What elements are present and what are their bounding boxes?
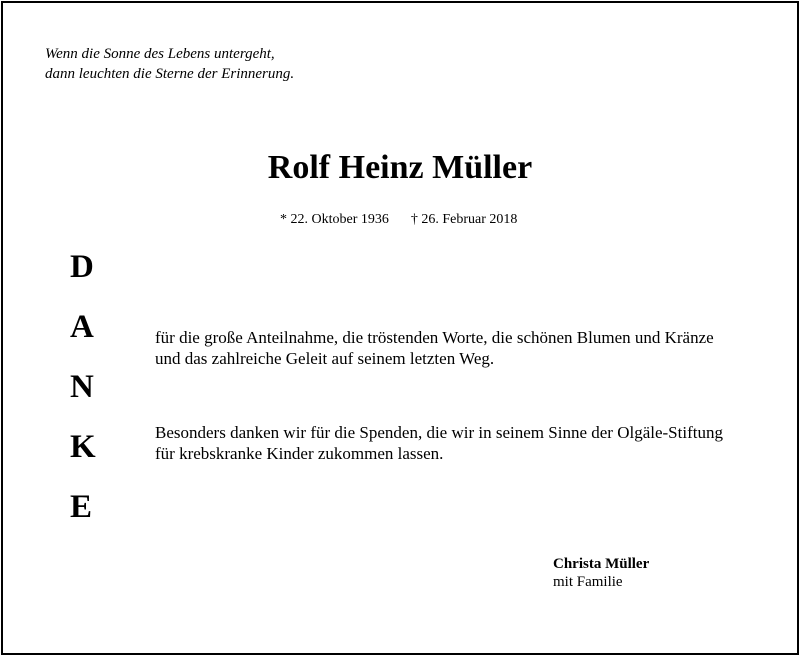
- life-dates: [280, 211, 517, 229]
- deceased-name: Rolf Heinz Müller: [267, 149, 533, 186]
- motto-line-2: dann leuchten die Sterne der Erinnerung.: [45, 66, 295, 82]
- signature-block: [553, 555, 649, 591]
- birth-date: * 22. Oktober 1936: [280, 212, 389, 227]
- motto-line-1: Wenn die Sonne des Lebens untergeht,: [45, 46, 275, 62]
- signature-family: mit Familie: [553, 574, 623, 590]
- donation-paragraph: [155, 422, 723, 464]
- death-date: † 26. Februar 2018: [410, 212, 518, 227]
- danke-letter: A: [70, 309, 94, 345]
- thanks-line-1: für die große Anteilnahme, die tröstenden Worte, die schönen Blumen und Kränze: [155, 328, 714, 347]
- thanks-paragraph: [155, 327, 714, 369]
- danke-letter: D: [70, 249, 94, 285]
- danke-vertical: [70, 248, 100, 548]
- donation-line-1: Besonders danken wir für die Spenden, die wir in seinem Sinne der Olgäle-Stiftung: [155, 423, 723, 442]
- danke-letter: K: [70, 429, 96, 465]
- signature-name: Christa Müller: [553, 556, 650, 572]
- motto-quote: [45, 44, 294, 84]
- thanks-line-2: und das zahlreiche Geleit auf seinem letzten Weg.: [155, 349, 495, 368]
- danke-letter: N: [70, 369, 94, 405]
- danke-letter: E: [70, 489, 93, 525]
- donation-line-2: für krebskranke Kinder zukommen lassen.: [155, 444, 444, 463]
